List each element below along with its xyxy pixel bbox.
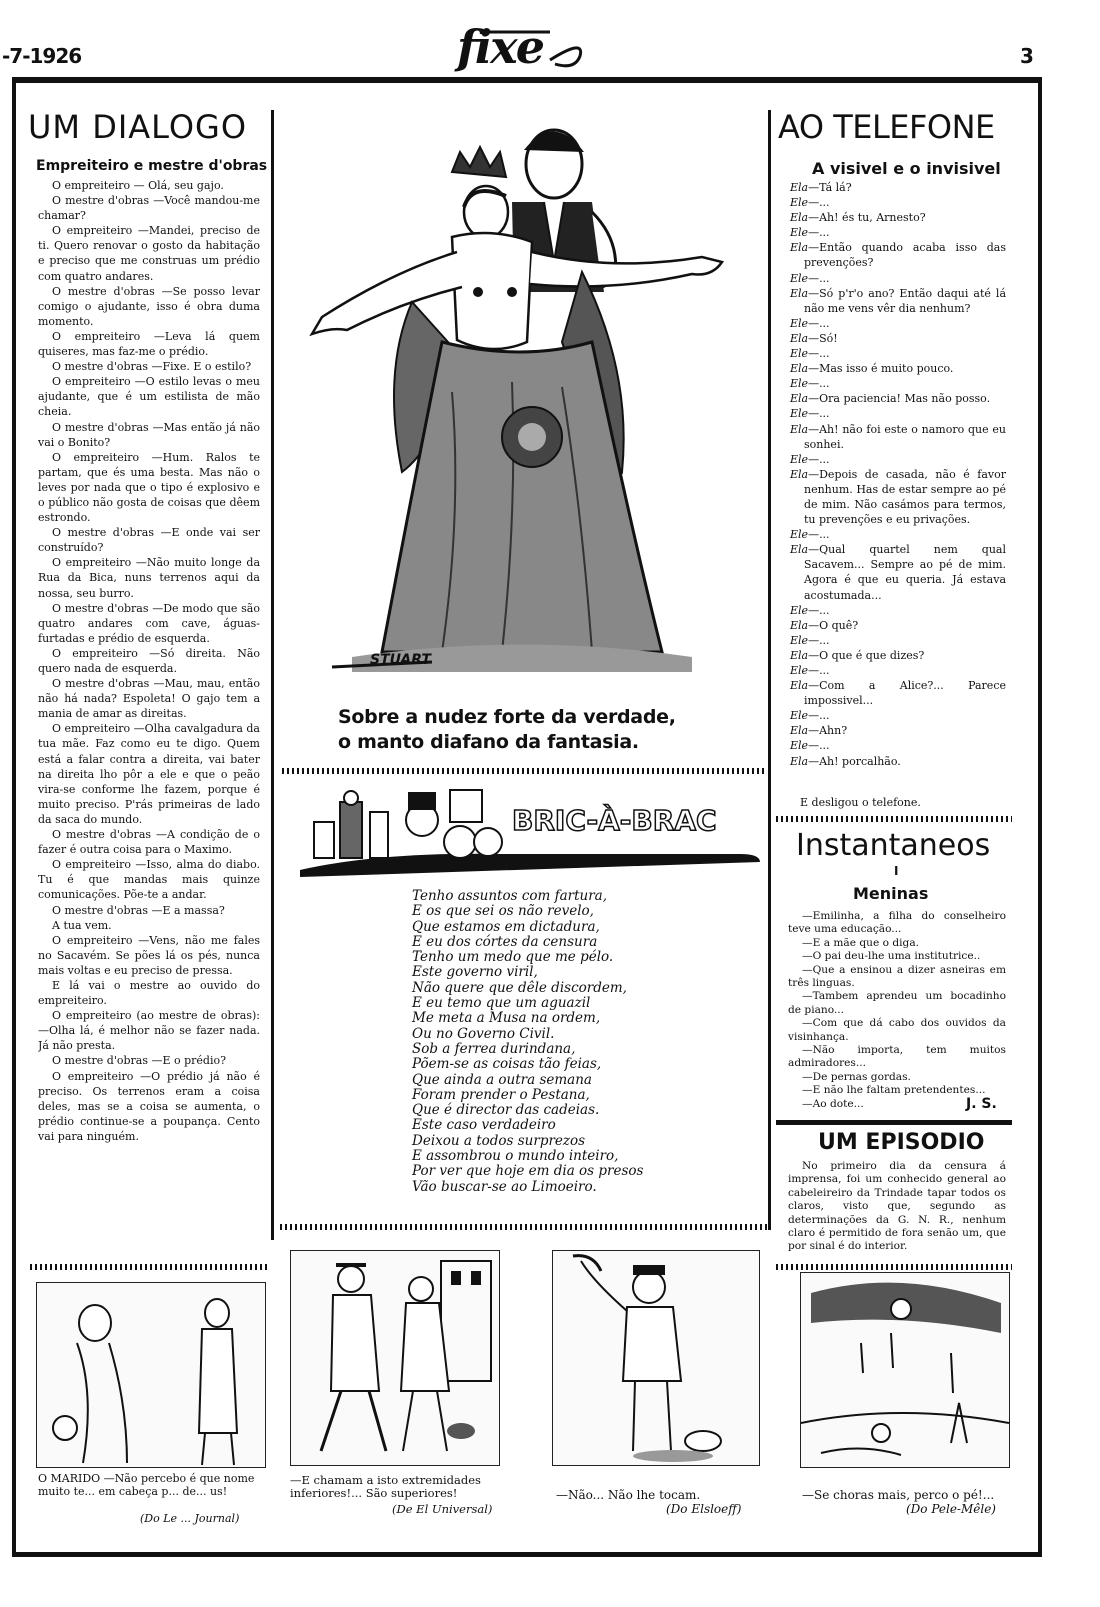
- telefone-line: Ela—Tá lá?: [790, 181, 852, 194]
- telefone-speaker: Ele: [790, 347, 809, 361]
- dialogo-paragraph: O mestre d'obras —E onde vai ser construído?: [38, 526, 260, 555]
- telefone-text: ...: [819, 196, 830, 210]
- telefone-text: ...: [819, 226, 830, 240]
- swimmer-cartoon-icon: [801, 1273, 1009, 1467]
- dialogo-paragraph: O empreiteiro —O estilo levas o meu ajudante, que é um estilista de mão cheia.: [38, 375, 260, 419]
- poem-line: E assombrou o mundo inteiro,: [412, 1148, 619, 1165]
- telefone-line: Ela—Ah! porcalhão.: [790, 754, 901, 768]
- poem-line: Este caso verdadeiro: [412, 1117, 556, 1134]
- dialogo-paragraph: E lá vai o mestre ao ouvido do empreiteiro.: [38, 978, 260, 1008]
- illustrator-signature: STUART: [370, 652, 431, 668]
- telefone-speaker: Ela: [790, 618, 809, 632]
- telefone-line: Ela—O quê?: [790, 618, 859, 632]
- cartoon-source-text: (De El Universal): [392, 1502, 493, 1516]
- dialogo-paragraph: O mestre d'obras —E o prédio?: [52, 1054, 227, 1068]
- instantaneos-line: —Tambem aprendeu um bocadinho de piano...: [788, 990, 1006, 1016]
- column-rule-left: [271, 110, 274, 1240]
- issue-date: -7-1926: [2, 44, 82, 68]
- telefone-speaker: Ele: [790, 664, 809, 677]
- telefone-text: ...: [819, 528, 830, 542]
- dialogo-paragraph: O empreiteiro (ao mestre de obras): —Olha lá, é melhor não se fazer nada. Já não presta.: [38, 1009, 260, 1053]
- poem-line: E eu dos córtes da censura: [412, 933, 598, 950]
- telefone-line: Ela—Só!: [790, 331, 838, 345]
- telefone-line: Ele—...: [790, 452, 830, 466]
- telefone-speaker: Ela: [790, 543, 809, 557]
- dialogo-paragraph: O empreiteiro —Vens, não me fales no Sacavém. Se pões lá os pés, nunca mais voltas e eu preciso de pressa.: [38, 933, 260, 977]
- street-couple-cartoon-icon: [291, 1251, 499, 1465]
- dialogo-paragraph: O mestre d'obras —Mau, mau, então não há nada? Espoleta! O gajo tem a mania de amar as direitas.: [38, 677, 260, 721]
- bric-a-brac-title: BRIC-À-BRAC: [512, 804, 717, 837]
- telefone-speaker: Ele: [790, 452, 809, 466]
- telefone-line: Ela—Com a Alice?... Parece impossivel...: [790, 679, 1006, 708]
- dialogo-paragraph: O empreiteiro —O prédio já não é preciso. Os terrenos eram a coisa deles, mas se a coisa se aumenta, o prédio continue-se a poupança. Cento vai para ninguém.: [38, 1069, 260, 1143]
- telefone-line: Ele—...: [790, 739, 830, 753]
- instantaneos-line: —O pai deu-lhe uma institutrice..: [802, 950, 981, 963]
- dialogo-paragraph: O empreiteiro —Leva lá quem quiseres, mas faz-me o prédio.: [38, 329, 260, 359]
- dialogo-paragraph: O empreiteiro —Isso, alma do diabo. Tu é que mandas mais quinze comunicações. Põe-te a andar.: [38, 858, 260, 902]
- instantaneos-line: —E a mãe que o diga.: [802, 936, 919, 949]
- instantaneos-subtitle: Meninas: [853, 884, 929, 903]
- poem-line: Tenho um medo que me pélo.: [412, 949, 614, 966]
- telefone-speaker: Ela: [790, 211, 809, 225]
- cartoon-extremidades: [290, 1250, 500, 1466]
- instantaneos-line: —E não lhe faltam pretendentes...: [802, 1084, 986, 1097]
- poem-line: Põem-se as coisas tão feias,: [412, 1056, 602, 1073]
- telefone-text: Tá lá?: [819, 181, 852, 194]
- bric-a-brac-banner: [300, 782, 760, 882]
- poem-line: Que é director das cadeias.: [412, 1102, 600, 1119]
- dialogo-paragraph: O mestre d'obras —Se posso levar comigo o ajudante, isso é obra duma momento.: [38, 284, 260, 328]
- dialogo-body: [38, 178, 260, 1250]
- telefone-text: Depois de casada, não é favor nenhum. Has de estar sempre ao pé de mim. Não casámos para termos, tu prevenções e eu privações.: [804, 467, 1006, 527]
- telefone-speaker: Ele: [790, 709, 809, 723]
- telefone-speaker: Ela: [790, 286, 809, 300]
- poem-line: Ou no Governo Civil.: [412, 1025, 555, 1042]
- telefone-text: Qual quartel nem qual Sacavem... Sempre ao pé de mim. Agora é que eu queria. Já estava acostumada...: [804, 543, 1006, 602]
- cartoon-source-text: (Do Le ... Journal): [140, 1512, 240, 1525]
- telefone-text: Com a Alice?... Parece impossivel...: [804, 679, 1006, 708]
- cartoon-caption: —Não... Não lhe tocam.: [556, 1488, 701, 1502]
- cartoon-caption: O MARIDO —Não percebo é que nome muito te... em cabeça p... de... us!: [38, 1472, 255, 1498]
- telefone-line: Ela—Mas isso é muito pouco.: [790, 362, 954, 376]
- poem-line: Tenho assuntos com fartura,: [412, 888, 608, 904]
- section-divider: [282, 768, 764, 774]
- telefone-line: Ela—Ora paciencia! Mas não posso.: [790, 392, 991, 406]
- poem-line: Por ver que hoje em dia os presos: [412, 1163, 644, 1180]
- instantaneos-signature: J. S.: [966, 1096, 997, 1112]
- truth-and-fantasy-drawing-icon: [292, 112, 752, 702]
- telefone-speaker: Ele: [790, 528, 809, 542]
- telefone-text: Ora paciencia! Mas não posso.: [819, 392, 991, 406]
- telefone-speaker: Ele: [790, 316, 809, 330]
- telefone-text: Então quando acaba isso das prevenções?: [804, 241, 1006, 270]
- poem-line: Foram prender o Pestana,: [412, 1086, 590, 1103]
- telefone-closing: E desligou o telefone.: [800, 796, 921, 809]
- instantaneos-line: —De pernas gordas.: [802, 1070, 911, 1083]
- telefone-speaker: Ela: [790, 362, 809, 376]
- telefone-line: Ele—...: [790, 226, 830, 240]
- telefone-line: Ela—Depois de casada, não é favor nenhum. Has de estar sempre ao pé de mim. Não casámos para termos, tu prevenções e eu privações.: [790, 467, 1006, 527]
- poem-line: E os que sei os não revelo,: [412, 903, 594, 920]
- telefone-text: ...: [819, 316, 830, 330]
- telefone-line: Ele—...: [790, 316, 830, 330]
- telefone-text: Só p'r'o ano? Então daqui até lá não me vens vêr dia nenhum?: [804, 286, 1006, 315]
- telefone-speaker: Ela: [790, 648, 809, 662]
- officer-cartoon-icon: [553, 1251, 759, 1465]
- telefone-speaker: Ela: [790, 724, 809, 738]
- cartoon-perco-o-pe: [800, 1272, 1010, 1468]
- dialogo-paragraph: O empreiteiro —Só direita. Não quero nada de esquerda.: [38, 646, 260, 675]
- dialogo-paragraph: O mestre d'obras —E a massa?: [52, 903, 225, 917]
- telefone-speaker: Ela: [790, 331, 809, 345]
- cartoon-source: [666, 1502, 741, 1517]
- telefone-speaker: Ele: [790, 739, 809, 753]
- cartoon-source: [392, 1502, 492, 1517]
- telefone-text: ...: [819, 452, 830, 466]
- telefone-speaker: Ela: [790, 754, 809, 768]
- allegory-caption-line-1: Sobre a nudez forte da verdade,: [338, 706, 676, 728]
- telefone-line: Ele—...: [790, 528, 830, 542]
- telefone-speaker: Ela: [790, 679, 809, 693]
- telefone-speaker: Ele: [790, 603, 809, 617]
- section-divider: [776, 1264, 1012, 1270]
- section-divider: [280, 1224, 770, 1230]
- instantaneos-body: [788, 910, 1006, 1111]
- telefone-text: ...: [819, 347, 830, 361]
- dialogo-paragraph: O mestre d'obras —Mas então já não vai o Bonito?: [38, 420, 260, 449]
- dialogo-paragraph: O mestre d'obras —Fixe. E o estilo?: [52, 360, 252, 374]
- instantaneos-line: —Com que dá cabo dos ouvidos da visinhança.: [788, 1017, 1006, 1043]
- cartoon-source-text: (Do Elsloeff): [666, 1502, 742, 1516]
- instantaneos-line: —Não importa, tem muitos admiradores...: [788, 1044, 1006, 1070]
- dialogo-paragraph: A tua vem.: [52, 918, 112, 932]
- telefone-line: Ela—Só p'r'o ano? Então daqui até lá não me vens vêr dia nenhum?: [790, 286, 1006, 315]
- telefone-line: Ele—...: [790, 407, 830, 421]
- episodio-body: [788, 1160, 1006, 1254]
- episodio-text: No primeiro dia da censura á imprensa, foi um conhecido general ao cabeleireiro da Trindade tapar todos os claros, visto que, segundo as determinações da G. N. R., nenhum claro é permitido de fora senão um, que por sinal é do interior.: [788, 1160, 1006, 1253]
- telefone-line: Ele—...: [790, 664, 830, 677]
- telefone-line: Ele—...: [790, 603, 830, 617]
- telefone-line: Ela—Ahn?: [790, 724, 848, 738]
- telefone-line: Ela—O que é que dizes?: [790, 648, 925, 662]
- telefone-speaker: Ele: [790, 196, 809, 210]
- poem-line: E eu temo que um aguazil: [412, 995, 591, 1012]
- instantaneos-title: Instantaneos: [796, 828, 991, 863]
- dialogo-paragraph: O empreiteiro —Hum. Ralos te partam, que és uma besta. Mas não o leves por nada que o tipo é explosivo e o público não gosta de coisas que dêem estrondo.: [38, 450, 260, 525]
- instantaneos-number: I: [894, 864, 899, 878]
- telefone-dialog: [780, 180, 1006, 808]
- poem-line: Me meta a Musa na ordem,: [412, 1010, 601, 1027]
- telefone-text: Ah! não foi este o namoro que eu sonhei.: [804, 422, 1006, 451]
- dialogo-subtitle: Empreiteiro e mestre d'obras: [36, 158, 268, 174]
- telefone-line: Ele—...: [790, 633, 830, 647]
- telefone-text: ...: [819, 709, 830, 723]
- page-number: 3: [1020, 44, 1034, 68]
- cartoon-source-text: (Do Pele-Mêle): [906, 1502, 996, 1516]
- bric-a-brac-poem: [412, 889, 732, 1195]
- instantaneos-line: —Ao dote...: [802, 1097, 864, 1110]
- cartoon-source: [906, 1502, 996, 1517]
- telefone-line: Ela—Então quando acaba isso das prevenções?: [790, 241, 1006, 270]
- telefone-text: O que é que dizes?: [819, 648, 925, 662]
- telefone-text: ...: [819, 633, 830, 647]
- telefone-text: ...: [819, 739, 830, 753]
- telefone-speaker: Ela: [790, 392, 809, 406]
- telefone-subtitle: A visivel e o invisivel: [812, 159, 1001, 178]
- telefone-speaker: Ela: [790, 467, 809, 481]
- telefone-line: Ele—...: [790, 347, 830, 361]
- poem-line: Este governo viril,: [412, 964, 538, 981]
- poem-line: Deixou a todos surprezos: [412, 1132, 586, 1149]
- cartoon-caption: —Se choras mais, perco o pé!...: [802, 1488, 995, 1502]
- column-rule-right: [768, 110, 771, 1230]
- telefone-speaker: Ele: [790, 377, 809, 391]
- instantaneos-line: —Que a ensinou a dizer asneiras em três linguas.: [788, 963, 1006, 990]
- dialogo-paragraph: O empreiteiro —Olha cavalgadura da tua mãe. Faz como eu te digo. Quem está a falar contra a direita, vai bater na direita lho pôr a ele e que o peão vira-se conforme lhe fazem, porque é muito preciso. P'rás primeiras de lado da saca do mundo.: [38, 722, 260, 826]
- newspaper-logo: [455, 18, 595, 76]
- logo-text: fixe: [457, 20, 543, 74]
- cartoon-source: [140, 1511, 239, 1526]
- telefone-speaker: Ela: [790, 181, 809, 194]
- instantaneos-line: —Emilinha, a filha do conselheiro teve uma educação...: [788, 910, 1006, 936]
- section-divider: [776, 816, 1012, 822]
- telefone-text: Ah! és tu, Arnesto?: [819, 211, 926, 225]
- dialogo-paragraph: O mestre d'obras —Você mandou-me chamar?: [38, 194, 260, 223]
- dialogo-paragraph: O empreiteiro —Mandei, preciso de ti. Quero renovar o gosto da habitação e preciso que me construas um prédio com quatro andares.: [38, 224, 260, 283]
- telefone-title: AO TELEFONE: [778, 108, 995, 146]
- telefone-line: Ela—Qual quartel nem qual Sacavem... Sempre ao pé de mim. Agora é que eu queria. Já estava acostumada...: [790, 543, 1006, 602]
- episodio-title: UM EPISODIO: [818, 1130, 985, 1155]
- allegory-caption-line-2: o manto diafano da fantasia.: [338, 731, 639, 753]
- telefone-speaker: Ela: [790, 241, 809, 255]
- telefone-speaker: Ele: [790, 633, 809, 647]
- telefone-speaker: Ele: [790, 226, 809, 240]
- poem-line: Que estamos em dictadura,: [412, 918, 600, 935]
- poem-line: Não quere que dêle discordem,: [412, 979, 627, 996]
- couple-cartoon-icon: [37, 1283, 265, 1467]
- telefone-text: ...: [819, 603, 830, 617]
- dialogo-paragraph: O empreiteiro —Não muito longe da Rua da Bica, nuns terrenos aqui da nossa, seu burro.: [38, 556, 260, 600]
- poem-line: Que ainda a outra semana: [412, 1071, 592, 1088]
- telefone-text: Ahn?: [819, 724, 848, 738]
- allegory-illustration: [292, 112, 752, 702]
- telefone-speaker: Ele: [790, 407, 809, 421]
- telefone-text: ...: [819, 407, 830, 421]
- section-divider: [776, 1120, 1012, 1125]
- telefone-text: O quê?: [819, 618, 859, 632]
- telefone-text: Só!: [819, 331, 838, 345]
- telefone-line: Ela—Ah! não foi este o namoro que eu sonhei.: [790, 422, 1006, 451]
- cartoon-caption: —E chamam a isto extremidades inferiores!... São superiores!: [290, 1473, 481, 1500]
- dialogo-title: UM DIALOGO: [28, 108, 248, 146]
- telefone-line: Ele—...: [790, 196, 830, 210]
- telefone-text: ...: [819, 377, 830, 391]
- telefone-text: ...: [819, 271, 830, 285]
- dialogo-paragraph: O mestre d'obras —A condição de o fazer é outra coisa para o Maximo.: [38, 828, 260, 857]
- dialogo-paragraph: O empreiteiro — Olá, seu gajo.: [52, 179, 224, 192]
- poem-line: Sob a ferrea durindana,: [412, 1040, 576, 1057]
- telefone-text: Ah! porcalhão.: [819, 754, 901, 768]
- dialogo-paragraph: O mestre d'obras —De modo que são quatro andares com cave, águas-furtadas e prédio de esquerda.: [38, 601, 260, 645]
- cartoon-nao-lhe-tocam: [552, 1250, 760, 1466]
- poem-line: Vão buscar-se ao Limoeiro.: [412, 1178, 597, 1195]
- telefone-text: Mas isso é muito pouco.: [819, 362, 954, 376]
- telefone-text: ...: [819, 664, 830, 677]
- telefone-line: Ele—...: [790, 271, 830, 285]
- cartoon-marido: [36, 1282, 266, 1468]
- telefone-speaker: Ela: [790, 422, 809, 436]
- section-divider: [30, 1264, 270, 1270]
- telefone-line: Ele—...: [790, 709, 830, 723]
- telefone-speaker: Ele: [790, 271, 809, 285]
- telefone-line: Ele—...: [790, 377, 830, 391]
- telefone-line: Ela—Ah! és tu, Arnesto?: [790, 211, 926, 225]
